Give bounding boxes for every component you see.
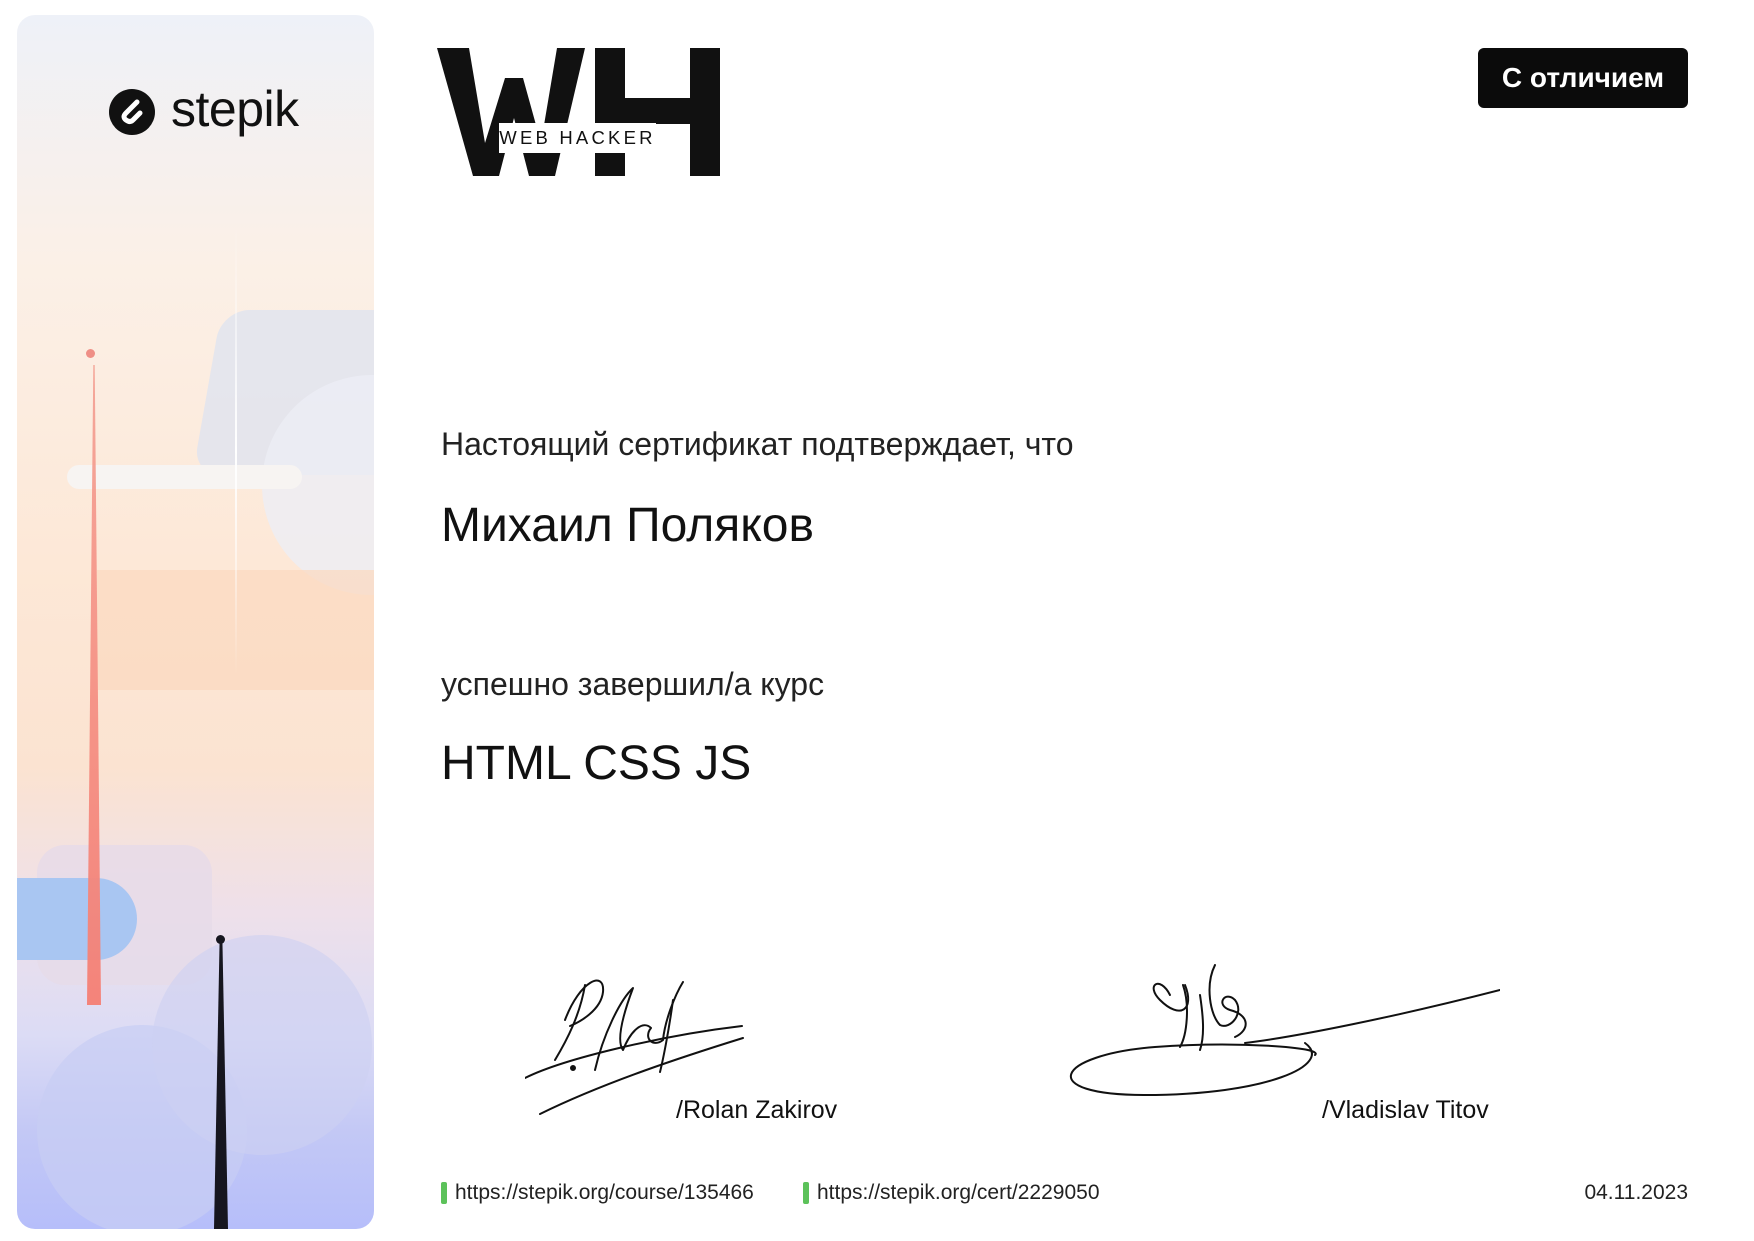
certificate-link[interactable] <box>803 1181 1100 1205</box>
completion-text: успешно завершил/а курс <box>441 666 825 702</box>
green-bar-icon <box>441 1182 447 1204</box>
course-title: HTML CSS JS <box>441 737 752 790</box>
web-hacker-logo <box>437 48 720 176</box>
certificate-link-text: https://stepik.org/cert/2229050 <box>817 1181 1100 1204</box>
signature-1-name: /Rolan Zakirov <box>676 1096 838 1124</box>
panel-shape-pill <box>17 878 137 960</box>
recipient-name: Михаил Поляков <box>441 499 814 552</box>
course-link-text: https://stepik.org/course/135466 <box>455 1181 754 1204</box>
wh-logo-mark <box>437 48 720 176</box>
wh-logo-subtitle: WEB HACKER <box>499 123 656 153</box>
decorative-side-panel <box>17 15 374 1229</box>
panel-shape-bar <box>67 465 302 489</box>
stepik-wordmark: stepik <box>171 81 299 137</box>
certificate-intro: Настоящий сертификат подтверждает, что <box>441 426 1074 462</box>
signature-1-scribble <box>525 960 745 1115</box>
panel-shape-orb-2 <box>152 935 372 1155</box>
stepik-logo-icon <box>105 85 159 139</box>
course-link[interactable] <box>441 1181 754 1205</box>
panel-red-dot <box>86 349 95 358</box>
distinction-badge: С отличием <box>1478 48 1688 108</box>
issue-date: 04.11.2023 <box>1584 1181 1688 1204</box>
signature-2-name: /Vladislav Titov <box>1322 1096 1489 1124</box>
green-bar-icon <box>803 1182 809 1204</box>
stepik-logo <box>105 81 299 139</box>
signature-2-scribble <box>1065 955 1500 1105</box>
panel-light-streak <box>235 225 237 675</box>
